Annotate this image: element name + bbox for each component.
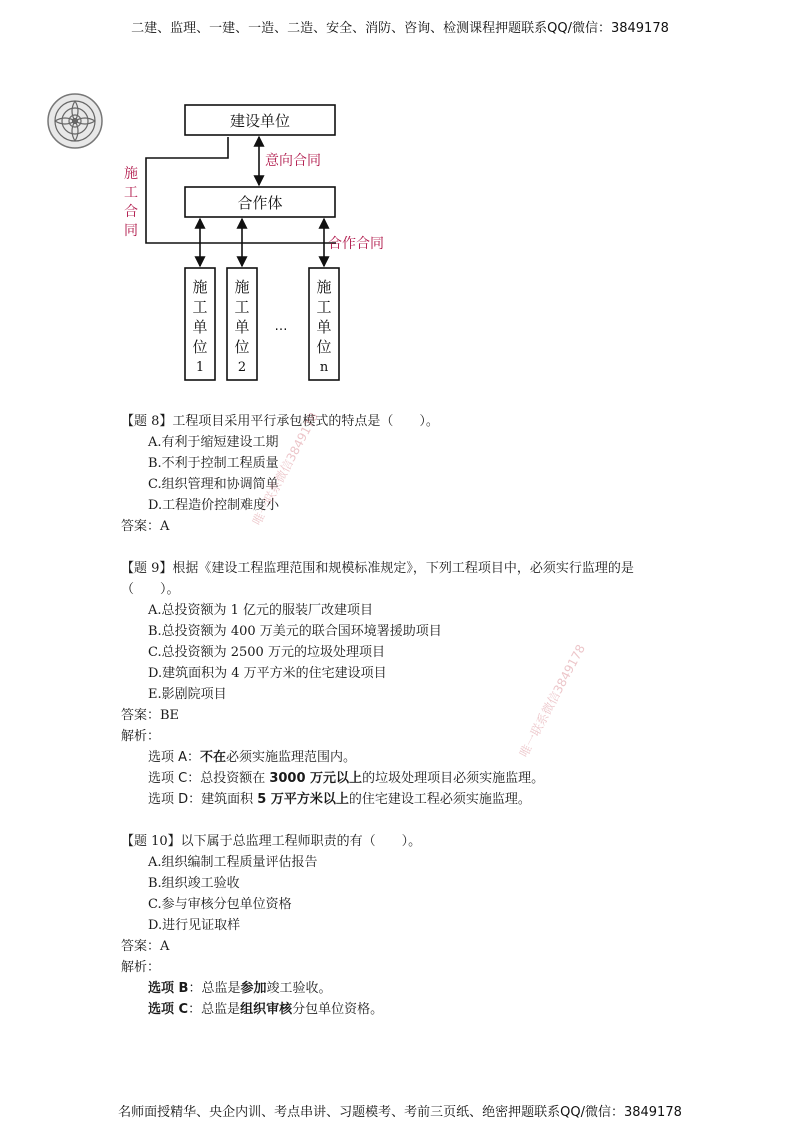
unit-1-char: 单: [192, 318, 208, 336]
option-d: D.建筑面积为 4 万平方米的住宅建设项目: [148, 666, 387, 681]
answer: 答案：BE: [121, 708, 180, 723]
watermark: 唯一联系微信3849178: [249, 410, 322, 528]
page-header: 二建、监理、一建、一造、二造、安全、消防、咨询、检测课程押题联系QQ/微信：3849178: [131, 21, 669, 36]
contract-structure-diagram: [110, 95, 410, 390]
unit-2-char: 单: [234, 318, 250, 336]
question-9: [121, 558, 691, 810]
unit-2-char: 施: [234, 278, 250, 296]
unit-n-char: 工: [316, 298, 332, 316]
question-stem: 【题 9】根据《建设工程监理范围和规模标准规定》，下列工程项目中，必须实行监理的是（ ）。: [121, 561, 634, 597]
unit-n-number: n: [319, 360, 329, 375]
analysis-label: 解析：: [121, 729, 161, 744]
unit-2-number: 2: [237, 360, 247, 375]
option-a: A.有利于缩短建设工期: [148, 435, 279, 450]
question-stem: 【题 10】以下属于总监理工程师职责的有（ ）。: [121, 834, 422, 849]
owner-label: 建设单位: [229, 112, 291, 130]
unit-n-char: 施: [316, 278, 332, 296]
option-d: D.工程造价控制难度小: [148, 498, 280, 513]
page-footer: 名师面授精华、央企内训、考点串讲、习题模考、考前三页纸、绝密押题联系QQ/微信：3849178: [118, 1105, 682, 1120]
unit-1-number: 1: [195, 360, 205, 375]
option-a: A.组织编制工程质量评估报告: [148, 855, 318, 870]
construction-contract-char: 工: [124, 185, 138, 201]
option-a: A.总投资额为 1 亿元的服装厂改建项目: [148, 603, 374, 618]
option-c: C.总投资额为 2500 万元的垃圾处理项目: [148, 645, 385, 660]
analysis-label: 解析：: [121, 960, 161, 975]
construction-contract-char: 同: [124, 223, 138, 239]
option-b: B.不利于控制工程质量: [148, 456, 279, 471]
unit-n-char: 单: [316, 318, 332, 336]
unit-1-char: 施: [192, 278, 208, 296]
consortium-label: 合作体: [237, 194, 283, 212]
unit-1-char: 工: [192, 298, 208, 316]
option-e: E.影剧院项目: [148, 687, 227, 702]
unit-n-char: 位: [316, 338, 332, 356]
option-c: C.组织管理和协调简单: [148, 477, 279, 492]
question-10: [121, 831, 421, 1020]
units-ellipsis: …: [274, 319, 288, 334]
option-b: B.总投资额为 400 万美元的联合国环境署援助项目: [148, 624, 442, 639]
unit-2-char: 工: [234, 298, 250, 316]
intent-contract-label: 意向合同: [265, 153, 321, 169]
option-c: C.参与审核分包单位资格: [148, 897, 292, 912]
unit-1-char: 位: [192, 338, 208, 356]
analysis-line: 选项 C：总投资额在 3000 万元以上的垃圾处理项目必须实施监理。: [148, 771, 545, 786]
analysis-line: 选项 B：总监是参加竣工验收。: [148, 981, 332, 996]
answer: 答案：A: [121, 939, 170, 954]
option-b: B.组织竣工验收: [148, 876, 240, 891]
answer: 答案：A: [121, 519, 170, 534]
logo-seal-icon: [46, 92, 104, 150]
analysis-line: 选项 A：不在必须实施监理范围内。: [148, 750, 357, 765]
analysis-line: 选项 D：建筑面积 5 万平方米以上的住宅建设工程必须实施监理。: [148, 792, 531, 807]
watermark: 唯一联系微信3849178: [516, 642, 589, 760]
cooperation-contract-label: 合作合同: [328, 236, 384, 252]
option-d: D.进行见证取样: [148, 918, 241, 933]
construction-contract-char: 施: [124, 166, 138, 182]
question-stem: 【题 8】工程项目采用平行承包模式的特点是（ ）。: [121, 414, 439, 429]
unit-2-char: 位: [234, 338, 250, 356]
analysis-line: 选项 C：总监是组织审核分包单位资格。: [148, 1002, 384, 1017]
construction-contract-char: 合: [124, 204, 138, 220]
